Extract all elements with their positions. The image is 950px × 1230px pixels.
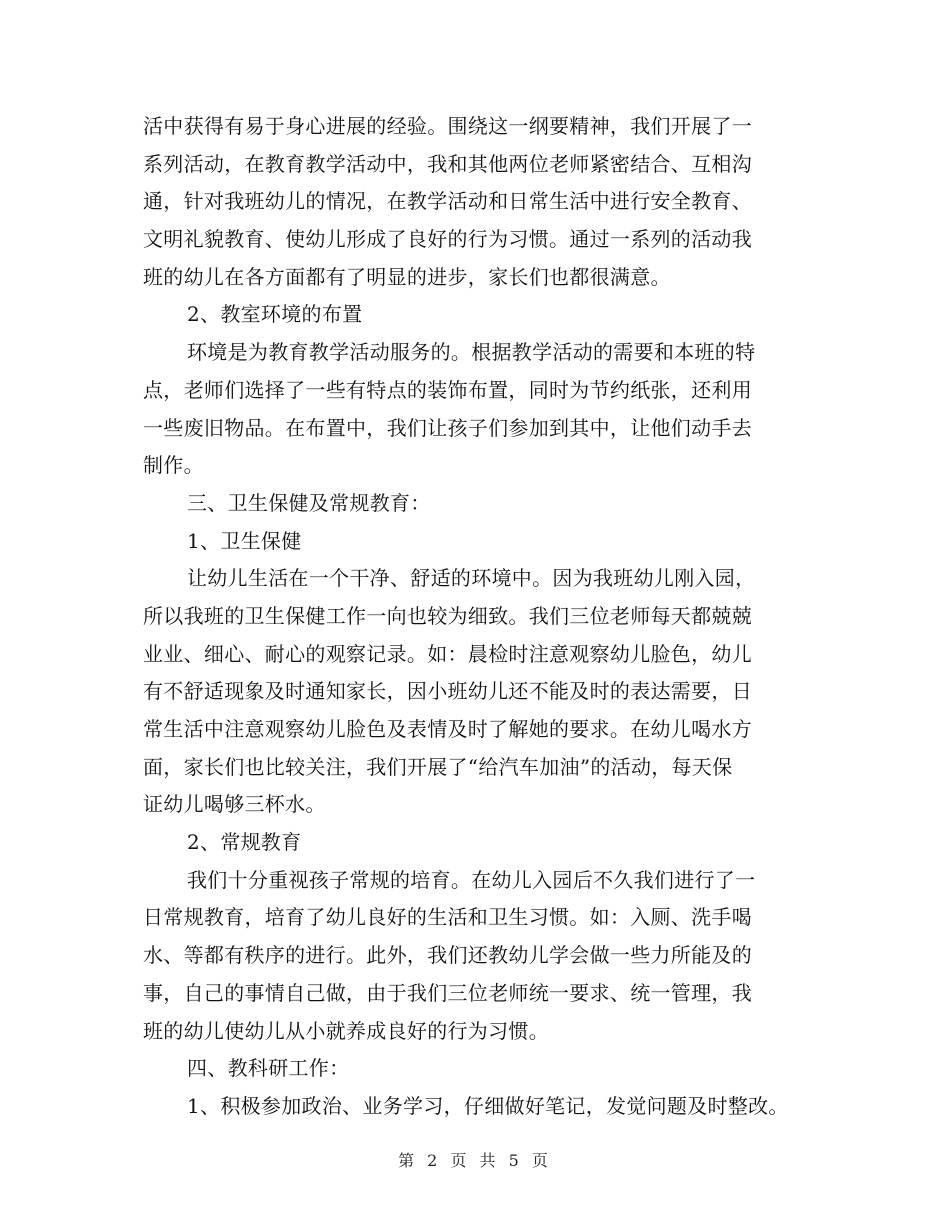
body-line: 通，针对我班幼儿的情况，在教学活动和日常生活中进行安全教育、: [143, 189, 752, 214]
body-line: 事，自己的事情自己做，由于我们三位老师统一要求、统一管理，我: [143, 980, 752, 1005]
body-line: 业业、细心、耐心的观察记录。如：晨检时注意观察幼儿脸色，幼儿: [143, 641, 752, 666]
body-line: 文明礼貌教育、使幼儿形成了良好的行为习惯。通过一系列的活动我: [143, 227, 752, 252]
section-heading: 2、常规教育: [187, 830, 302, 855]
body-line: 系列活动，在教育教学活动中，我和其他两位老师紧密结合、互相沟: [143, 151, 752, 176]
section-heading: 2、教室环境的布置: [187, 302, 363, 327]
body-line: 常生活中注意观察幼儿脸色及表情及时了解她的要求。在幼儿喝水方: [143, 717, 752, 741]
page-number-footer: 第 2 页 共 5 页: [398, 1151, 552, 1170]
body-line: 班的幼儿在各方面都有了明显的进步，家长们也都很满意。: [143, 264, 671, 289]
body-line: 日常规教育，培育了幼儿良好的生活和卫生习惯。如：入厕、洗手喝: [143, 905, 752, 930]
body-line: 面，家长们也比较关注，我们开展了“给汽车加油”的活动，每天保: [143, 754, 733, 779]
paragraph-first-line: 我们十分重视孩子常规的培育。在幼儿入园后不久我们进行了一: [187, 867, 756, 892]
section-heading: 1、卫生保健: [187, 528, 302, 553]
body-line: 水、等都有秩序的进行。此外，我们还教幼儿学会做一些力所能及的: [143, 943, 752, 968]
body-line: 点，老师们选择了一些有特点的装饰布置，同时为节约纸张，还利用: [143, 377, 752, 402]
paragraph-first-line: 环境是为教育教学活动服务的。根据教学活动的需要和本班的特: [187, 340, 756, 365]
body-line: 证幼儿喝够三杯水。: [143, 792, 326, 817]
body-line: 制作。: [143, 453, 204, 478]
section-heading: 四、教科研工作：: [187, 1056, 350, 1081]
section-heading: 三、卫生保健及常规教育：: [187, 490, 431, 515]
body-line: 班的幼儿使幼儿从小就养成良好的行为习惯。: [143, 1018, 549, 1043]
body-line: 所以我班的卫生保健工作一向也较为细致。我们三位老师每天都兢兢: [143, 603, 752, 628]
paragraph-first-line: 1、积极参加政治、业务学习，仔细做好笔记，发觉问题及时整改。: [187, 1093, 789, 1118]
body-line: 一些废旧物品。在布置中，我们让孩子们参加到其中，让他们动手去: [143, 415, 752, 440]
paragraph-first-line: 让幼儿生活在一个干净、舒适的环境中。因为我班幼儿刚入园，: [187, 566, 756, 591]
body-line: 活中获得有易于身心进展的经验。围绕这一纲要精神，我们开展了一: [143, 114, 752, 138]
document-body: [143, 108, 823, 1126]
body-line: 有不舒适现象及时通知家长，因小班幼儿还不能及时的表达需要，日: [143, 679, 752, 704]
